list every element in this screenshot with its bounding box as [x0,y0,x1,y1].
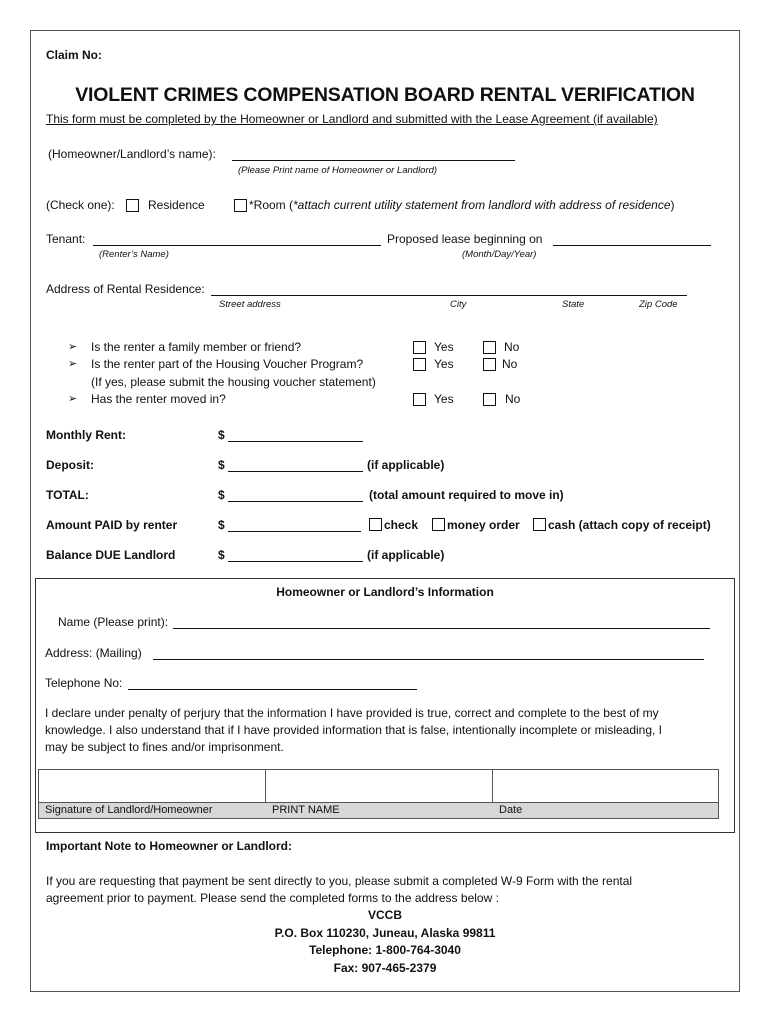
mailing-telephone: Telephone: 1-800-764-3040 [309,943,461,957]
voucher-no-checkbox[interactable] [483,358,496,371]
landlord-info-heading: Homeowner or Landlord’s Information [276,585,494,599]
lease-start-hint: (Month/Day/Year) [462,249,537,260]
landlord-name-label: Name (Please print): [58,615,169,629]
total-label: TOTAL: [46,488,89,502]
moved-no-label: No [505,392,521,406]
residence-checkbox[interactable] [126,199,139,212]
amount-paid-field[interactable] [228,531,361,532]
balance-due-label: Balance DUE Landlord [46,548,176,562]
landlord-address-label: Address: (Mailing) [45,646,142,660]
declaration-line-3: may be subject to fines and/or imprisonment. [45,740,284,754]
mailing-org: VCCB [367,908,402,922]
residence-label: Residence [148,198,205,212]
moved-no-checkbox[interactable] [483,393,496,406]
balance-note: (if applicable) [367,548,445,562]
dollar-sign: $ [218,518,225,532]
bullet-arrow-icon: ➢ [68,393,78,405]
dollar-sign: $ [218,488,225,502]
owner-name-hint: (Please Print name of Homeowner or Landlord) [238,165,438,176]
zip-hint: Zip Code [639,299,678,310]
voucher-yes-checkbox[interactable] [413,358,426,371]
landlord-address-field[interactable] [153,659,704,660]
city-hint: City [450,299,467,310]
declaration-line-1: I declare under penalty of perjury that the information I have provided is true, correct and complete to the best of my [45,706,659,720]
tenant-name-field[interactable] [93,245,381,246]
amount-paid-label: Amount PAID by renter [46,518,178,532]
form-subtitle: This form must be completed by the Homeowner or Landlord and submitted with the Lease Agreement (if available) [46,112,658,126]
note-line-1: If you are requesting that payment be sent directly to you, please submit a completed W-9 Form with the rental [46,874,633,888]
lease-start-label: Proposed lease beginning on [387,232,543,246]
tenant-label: Tenant: [46,232,86,246]
important-note-heading: Important Note to Homeowner or Landlord: [46,839,292,853]
room-checkbox[interactable] [234,199,247,212]
voucher-no-label: No [502,357,518,371]
family-yes-checkbox[interactable] [413,341,426,354]
tenant-name-hint: (Renter’s Name) [99,249,169,260]
voucher-note: (If yes, please submit the housing voucher statement) [91,375,376,389]
claim-number-label: Claim No: [46,48,103,62]
monthly-rent-label: Monthly Rent: [46,428,126,442]
balance-due-field[interactable] [228,561,363,562]
date-label: Date [499,804,523,816]
mailing-fax: Fax: 907-465-2379 [333,961,437,975]
deposit-label: Deposit: [46,458,94,472]
state-hint: State [562,299,585,310]
declaration-line-2: knowledge. I also understand that if I have provided information that is false, intentionally incomplete or misleading, I [45,723,663,737]
question-family-text: Is the renter a family member or friend? [91,340,302,354]
form-title: VIOLENT CRIMES COMPENSATION BOARD RENTAL VERIFICATION [75,84,695,106]
landlord-phone-field[interactable] [128,689,417,690]
money-order-checkbox[interactable] [432,518,445,531]
moved-yes-label: Yes [434,392,454,406]
family-yes-label: Yes [434,340,454,354]
landlord-phone-label: Telephone No: [45,676,123,690]
deposit-field[interactable] [228,471,363,472]
owner-name-label: (Homeowner/Landlord’s name): [48,147,216,161]
cash-label: cash (attach copy of receipt) [548,518,711,532]
question-moved-in-text: Has the renter moved in? [91,392,226,406]
lease-start-field[interactable] [553,245,711,246]
total-note: (total amount required to move in) [369,488,564,502]
total-field[interactable] [228,501,363,502]
moved-yes-checkbox[interactable] [413,393,426,406]
deposit-note: (if applicable) [367,458,445,472]
street-hint: Street address [219,299,281,310]
dollar-sign: $ [218,428,225,442]
check-payment-label: check [384,518,419,532]
money-order-label: money order [447,518,520,532]
mailing-po-box: P.O. Box 110230, Juneau, Alaska 99811 [274,926,496,940]
question-voucher-text: Is the renter part of the Housing Voucher Program? [91,357,364,371]
cash-checkbox[interactable] [533,518,546,531]
check-one-label: (Check one): [46,198,115,212]
room-label: *Room (*attach current utility statement from landlord with address of residence) [249,198,675,212]
print-name-label: PRINT NAME [272,804,340,816]
landlord-name-field[interactable] [173,628,710,629]
family-no-checkbox[interactable] [483,341,496,354]
monthly-rent-field[interactable] [228,441,363,442]
dollar-sign: $ [218,458,225,472]
dollar-sign: $ [218,548,225,562]
voucher-yes-label: Yes [434,357,454,371]
signature-label: Signature of Landlord/Homeowner [45,804,213,816]
family-no-label: No [504,340,520,354]
bullet-arrow-icon: ➢ [68,358,78,370]
signature-table [38,769,719,819]
check-payment-checkbox[interactable] [369,518,382,531]
owner-name-field[interactable] [232,160,515,161]
rental-address-label: Address of Rental Residence: [46,282,205,296]
bullet-arrow-icon: ➢ [68,341,78,353]
note-line-2: agreement prior to payment. Please send the completed forms to the address below : [46,891,499,905]
rental-address-field[interactable] [211,295,687,296]
